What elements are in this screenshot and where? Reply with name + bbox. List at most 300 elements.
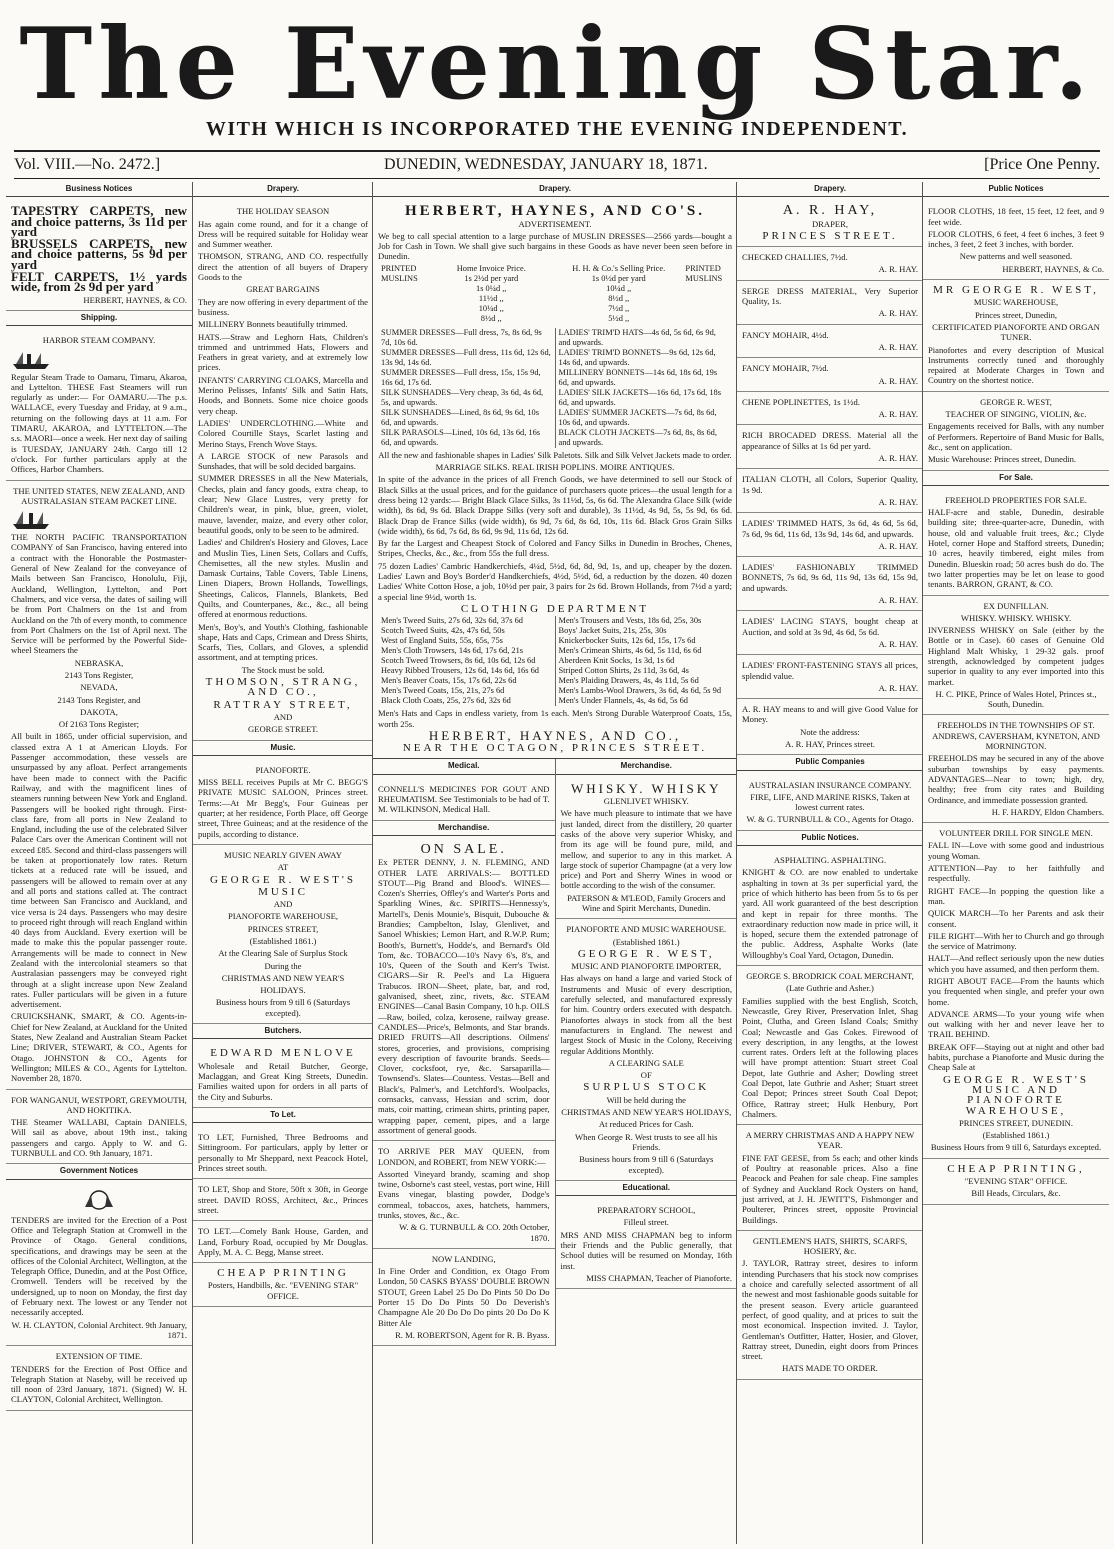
- inverness-whisky-ad: [923, 596, 1109, 716]
- ad-line: CHRISTMAS AND NEW YEAR'S HOLIDAYS,: [561, 1107, 732, 1118]
- carpets-ad: [6, 201, 192, 311]
- table-cell: 11½d ,,: [478, 293, 504, 303]
- volunteer-drill-ad: [923, 823, 1109, 1159]
- ad-line: Business hours from 9 till 6 (Saturdays excepted).: [579, 1154, 714, 1175]
- ad-text: In Fine Order and Condition, ex Otago From London, 50 CASKS BYASS' DOUBLE BROWN STOUT, Green Label 25 Do Do Pints 50 Do Do Porter 15 Do Do Pints 50 Do Deverish's Champagne Ale 20 Do Do Do pints 20 Do Do K Bitter Ale: [378, 1266, 550, 1328]
- dateline: [14, 150, 1100, 179]
- drill-item: BREAK OFF—Staying out at night and other bad habits, purchase a Pianoforte and Music during the Cheap Sale at: [928, 1041, 1104, 1073]
- ad-item: SUMMER DRESSES in all the New Materials, Checks, plain and fancy goods, extra cheap, to clear; New Glace Lustres, very pretty for Children's wear, in pink, blue, green, violet, mauve, lavender, maize, and every other color, beautiful goods, only to be seen to be admired.: [198, 473, 368, 535]
- ad-line: AT: [277, 862, 289, 873]
- ad-line: BRUSSELS CARPETS, new and choice patterns, 5s 9d per yard: [11, 236, 187, 272]
- muslin-price-table: [378, 264, 732, 324]
- table-cell: Men's Cloth Trowsers, 14s 6d, 17s 6d, 21s: [381, 646, 524, 656]
- ad-sign: HERBERT, HAYNES, AND CO.,: [428, 727, 682, 743]
- ad-line: Business Hours from 9 till 6, Saturdays excepted.: [930, 1142, 1102, 1153]
- table-cell: 7½d ,,: [608, 303, 630, 313]
- ad-title: PREPARATORY SCHOOL,: [597, 1205, 696, 1216]
- ad-title: GEORGE R. WEST,: [577, 947, 715, 960]
- table-cell: Men's Beaver Coats, 15s, 17s 6d, 22s 6d: [381, 676, 517, 686]
- ad-title: EX DUNFILLAN.: [983, 600, 1049, 611]
- section-heading: Public Companies: [737, 755, 923, 770]
- floorcloth-ad: [923, 201, 1109, 280]
- herbert-haynes-ad: [373, 201, 737, 759]
- ad-sign: W. & G. TURNBULL & CO. 20th October, 1870.: [399, 1222, 550, 1243]
- table-cell: Men's Tweed Coats, 15s, 21s, 27s 6d: [381, 686, 505, 696]
- drill-item: ATTENTION—Pay to her faithfully and respectfully.: [928, 863, 1104, 884]
- ad-text: Engagements received for Balls, with any number of Performers. Repertoire of Band Music for Balls, &c., sent on application.: [928, 421, 1104, 452]
- wanganui-ad: [6, 1090, 192, 1165]
- ad-line: At reduced Prices for Cash.: [598, 1119, 694, 1130]
- column-3-4: [372, 182, 737, 1544]
- ad-text: Ex PETER DENNY, J. N. FLEMING, AND OTHER LATE ARRIVALS:— BOTTLED STOUT—Pig Brand and Blood's. WINES—Cozen's Sherries, Offley's and Warter's Ports and Sparkling Wines, &c. SPIRITS—Hennessy's, Martell's, Denis Mounie's, Bisquit, Dubouche & Brandies; Campbelton, Islay, Glenlivet, and Sanoel Whiskies; Lemon Hart, and R.W.P. Rum; Booth's, Burnett's, Hodde's, and Bernard's Old Tom, &c. TOBACCO—10's Navy 6's, 8's, and 10's, Queen of the South and Kerr's Twist. CIGARS—Sir R. Peel's and La Higuera Trabucos. IRON—Sheet, plate, bar, and rod, galvanised, sheet, zinc, rivets, &c. STEAM ENGINES—Canal Basin Company, 10 h.p. OILS—Raw, boiled, colza, kerosene, railway grease. CANDLES—Price's, Belmonts, and Star brands. DRIED FRUITS—All descriptions. Oilmens' stores, groceries, and provisions, comprising every description of favourite brands. Seeds—Clover, cocksfoot, rye, &c. Sarsaparilla—Townsend's. Slates—Countess. Vestas—Bell and Black's, Palmer's, and Letchford's. Woolpacks, cornsacks, canvass, Hessian and scrim, door mats, coir matting, crimean shirts, printing paper, wrapping paper, cement, pipes, and a large assortment of general goods.: [378, 857, 550, 1135]
- ad-line: Business hours from 9 till 6 (Saturdays excepted).: [215, 997, 351, 1018]
- school-ad: [556, 1200, 738, 1289]
- ad-sign: A. R. HAY.: [878, 540, 918, 551]
- ad-title: EDWARD MENLOVE: [210, 1047, 356, 1060]
- ad-text: KNIGHT & CO. are now enabled to undertake asphalting in town at 3s per superficial yard, the price of which hitherto has been from 5s to 6s per yard. All work guaranteed of the best description and kept in repair for three months. The extraordinary reduction now made in price will, it is hoped, secure them the extended patronage of the public. Address, Asphalte Works (late Willoughby's Coal Yard, Octagon, Dunedin.: [742, 867, 918, 960]
- ad-address: PRINCES STREET.: [762, 229, 898, 242]
- table-cell: LADIES' TRIM'D BONNETS—9s 6d, 12s 6d, 14s 6d, and upwards.: [558, 347, 716, 367]
- ship-tonnage: Of 2163 Tons Register;: [58, 719, 140, 730]
- drill-item: RIGHT ABOUT FACE—From the haunts which you frequented when single, and prefer your own home.: [928, 976, 1104, 1007]
- ad-text: THE Steamer WALLABI, Captain DANIELS, Will sail as above, about 19th inst., taking passengers and cargo. Apply to W. and G. TURNBULL and CO. 9th January, 1871.: [11, 1117, 187, 1159]
- ad-title: AUSTRALASIAN INSURANCE COMPANY.: [748, 779, 912, 790]
- ad-sign: A. R. HAY.: [878, 638, 918, 649]
- thomson-ad: [193, 201, 373, 740]
- ad-line: At the Clearing Sale of Surplus Stock: [218, 948, 348, 959]
- columns: [6, 182, 1108, 1544]
- ad-sign: W. & G. TURNBULL & CO., Agents for Otago.: [746, 814, 914, 825]
- ad-sign: PATERSON & M'LEOD, Family Grocers and Wine and Spirit Merchants, Dunedin.: [567, 892, 726, 913]
- ad-item: They are now offering in every department of the business.: [198, 296, 368, 317]
- section-heading: Merchandise.: [373, 821, 555, 836]
- ad-text: LADIES' FRONT-FASTENING STAYS all prices, splendid value.: [742, 660, 918, 681]
- ad-line: (Established 1861.): [612, 936, 680, 947]
- ad-sign: RATTRAY STREET,: [213, 698, 353, 711]
- ad-item: HATS.—Straw and Leghorn Hats, Children's trimmed and untrimmed Hats, Flowers and Feathers in great variety, and at extremely low prices.: [198, 331, 368, 373]
- ad-text: New patterns and well seasoned.: [959, 251, 1073, 262]
- ad-text: Has always on hand a large and varied Stock of Instruments and Music of every description, carefully selected, and manufactured expressly for him. Country orders executed with despatch. Pianofortes always in stock from all the best manufacturers in England. The newest and largest Stock of Music in the Colony, Receiving regular Additions Monthly.: [560, 973, 732, 1056]
- landing-ad: [373, 1249, 555, 1346]
- ad-sign: A. R. HAY.: [878, 682, 918, 693]
- ad-title: NOW LANDING,: [431, 1253, 496, 1264]
- ad-subtitle: MUSIC WAREHOUSE,: [973, 297, 1059, 308]
- bell-ad: [193, 760, 373, 845]
- ad-text: Wholesale and Retail Butcher, George, Maclaggan, and Great King Streets, Dunedin. Families waited upon for orders in all parts of the City and Suburbs.: [198, 1060, 368, 1102]
- ship-tonnage: 2143 Tons Register, and: [57, 694, 141, 705]
- ad-title: ASPHALTING. ASPHALTING.: [773, 855, 887, 866]
- column-2: [192, 182, 373, 1544]
- ad-text: In spite of the advance in the prices of all French Goods, we have determined to sell our Stock of Black Silks at the usual prices, and for the guidance of purchasers quote prices—the usual length for a dress being 12 yards:— Bright Black Glace Silks, 3s 11½d, 5s, 6s 6d. The Alexandra Glace Silk (wide width), 8s 6d, 9s 6d. Black Drappe Silks (very soft and durable), 3s 11½d, 4s 9d, 5s, 5s 9d, 6s 6d. Black Drap de France Silks (wide width), 6s 9d, 7s 6d, 8s 6d, 10s, 11s 6d. Black Gros Grain Silks (wide width), 6s 6d, 7s 6d, 8s 6d, 9s 9d, 11s 6d, 12s 6d.: [378, 474, 732, 536]
- ad-title: MUSIC NEARLY GIVEN AWAY: [224, 849, 342, 860]
- summer-price-table: [378, 328, 732, 448]
- hay-item: [737, 392, 923, 426]
- west-warehouse-ad: [556, 919, 738, 1181]
- ad-text: Bill Heads, Circulars, &c.: [971, 1188, 1061, 1199]
- table-cell: 5½d ,,: [608, 313, 630, 323]
- ad-title: ON SALE.: [420, 841, 507, 857]
- ad-sign: A. R. HAY.: [878, 375, 918, 386]
- ship-name: NEVADA,: [80, 682, 118, 693]
- ad-address: Princes street, Dunedin,: [974, 309, 1058, 320]
- ad-title: CERTIFICATED PIANOFORTE AND ORGAN TUNER.: [932, 321, 1100, 343]
- table-cell: 10¼d ,,: [606, 283, 632, 293]
- ad-text: FLOOR CLOTHS, 18 feet, 15 feet, 12 feet, and 9 feet wide.: [928, 206, 1104, 227]
- table-cell: Boys' Jacket Suits, 21s, 25s, 30s: [558, 626, 667, 636]
- ad-line: FELT CARPETS, 1½ yards wide, from 2s 9d per yard: [11, 269, 187, 295]
- ad-text: LADIES' LACING STAYS, bought cheap at Auction, and sold at 3s 9d, 4s 6d, 5s 6d.: [742, 616, 918, 637]
- table-cell: LADIES' SILK JACKETS—16s 6d, 17s 6d, 18s 6d, and upwards.: [558, 387, 722, 407]
- ad-text: J. TAYLOR, Rattray street, desires to inform intending Purchasers that his stock now comprises a choice and carefully selected assortment of all the newest and most fashionable goods suitable for the present season. Every article guaranteed perfect, of good quality, and at prices to suit the most economical. Inspection invited. J. Taylor, Gentleman's Outfitter, Hatter, Hosier, and Glover, Rattray street, Dunedin, eight doors from Princes street.: [742, 1258, 918, 1362]
- ad-sign: MISS CHAPMAN, Teacher of Pianoforte.: [586, 1272, 732, 1283]
- menlove-ad: [193, 1043, 373, 1107]
- table-header: H. H. & Co.'s Selling Price.: [572, 263, 666, 273]
- ad-sign: A. R. HAY.: [878, 453, 918, 464]
- ad-title: EXTENSION OF TIME.: [55, 1351, 143, 1362]
- ad-title: FREEHOLDS IN THE TOWNSHIPS OF ST. ANDREWS, CAVERSHAM, KYNETON, AND MORNINGTON.: [932, 720, 1100, 752]
- ad-sign: HERBERT, HAYNES, & CO.: [83, 294, 187, 305]
- table-cell: Men's Plaiding Drawers, 4s, 4s 11d, 5s 6d: [558, 676, 699, 686]
- ad-sign: A. R. HAY.: [878, 308, 918, 319]
- table-cell: Men's Crimean Shirts, 4s 6d, 5s 11d, 6s 6d: [558, 646, 702, 656]
- ad-line: Will be held during the: [606, 1094, 686, 1105]
- ad-text: Posters, Handbills, &c. "EVENING STAR" OFFICE.: [207, 1280, 359, 1301]
- ad-text: CHENE POPLINETTES, 1s 1½d.: [742, 396, 860, 407]
- ad-address: PRINCES STREET, DUNEDIN.: [959, 1117, 1073, 1128]
- table-cell: Men's Lambs-Wool Drawers, 3s 6d, 4s 6d, 5s 9d: [558, 686, 722, 696]
- ad-line: (Established 1861.): [249, 936, 317, 946]
- printing-ad: [193, 1263, 373, 1307]
- section-heading: Educational.: [556, 1181, 738, 1196]
- table-cell: West of England Suits, 55s, 65s, 75s: [381, 636, 503, 646]
- hay-item: [737, 557, 923, 611]
- ad-item: The Stock must be sold.: [241, 664, 325, 675]
- ad-text: Families supplied with the best English, Scotch, Newcastle, Grey River, Preservation Inlet, Shag Point, Clutha, and Green Island Coals; Smithy Coal; Newcastle and Gas Cokes. Firewood of every description, in any lengths, at the lowest current rates. Orders left at the following places will have prompt attention: Stuart street Coal Depot, late Guthrie and Asher; Dowling street Coal Depot, late Guthrie and Asher; Stuart street Coal Depot; Princes street South Coal Depot; Office, Rattray street; Hulk Henbury, Port Chalmers.: [742, 995, 918, 1119]
- ad-text: FLOOR CLOTHS, 6 feet, 4 feet 6 inches, 3 feet 9 inches, 3 feet, 2 feet 3 inches, with border.: [928, 228, 1104, 250]
- table-cell: SILK SUNSHADES—Lined, 8s 6d, 9s 6d, 10s 6d, and upwards.: [381, 407, 539, 427]
- ad-text: INVERNESS WHISKY on Sale (either by the Bottle or in Case). 60 cases of Genuine Old Highland Malt Whisky, 1 29-32 gals. proof strength, acknowledged by competent judges superior in quality to any ever imported into this market.: [928, 625, 1104, 687]
- ad-line: GEORGE R. WEST'S: [209, 873, 357, 886]
- table-cell: 8½d ,,: [480, 313, 502, 323]
- section-heading: Drapery.: [737, 182, 923, 197]
- ad-sign: H. C. PIKE, Prince of Wales Hotel, Princes st., South, Dunedin.: [935, 688, 1097, 710]
- ad-text: MRS AND MISS CHAPMAN beg to inform their Friends and the Public generally, that School duties will be resumed on Monday, 16th inst.: [560, 1229, 732, 1271]
- section-heading: Drapery.: [193, 182, 373, 197]
- brodrick-ad: [737, 966, 923, 1125]
- table-cell: Aberdeen Knit Socks, 1s 3d, 1s 6d: [558, 656, 675, 666]
- ad-line: HATS MADE TO ORDER.: [782, 1363, 878, 1374]
- ad-title: HARBOR STEAM COMPANY.: [42, 335, 156, 346]
- on-sale-ad: [373, 840, 555, 1141]
- ad-item: Men's, Boy's, and Youth's Clothing, fashionable shape, Hats and Caps, Crimean and Dress Shirts, Scarfs, Ties, Collars, and Gloves, a splendid assortment, and at tempting prices.: [198, 621, 368, 663]
- ad-title: FREEHOLD PROPERTIES FOR SALE.: [945, 494, 1087, 505]
- table-cell: 1s 0½d per yard: [591, 273, 646, 283]
- ad-item: LADIES' UNDERCLOTHING.—White and Colored Courtille Stays, Scarlet lasting and Merino Stays, French Wove Stays.: [198, 417, 368, 449]
- ad-text: MISS BELL receives Pupils at Mr C. BEGG'S PRIVATE MUSIC SALOON, Princes street. Terms:—At Mr Begg's, Four Guineas per quarter; at her residence, Forth Place, off George street, Three Guineas; and at the residence of the pupils, according to distance.: [198, 777, 368, 839]
- ad-line: When George R. West trusts to see all his Friends.: [575, 1131, 718, 1152]
- drill-item: FALL IN—Love with some good and industrious young Woman.: [928, 840, 1104, 861]
- ad-sign: R. M. ROBERTSON, Agent for R. B. Byass.: [395, 1329, 550, 1340]
- section-heading: To Let.: [193, 1108, 373, 1123]
- ad-title: MARRIAGE SILKS. REAL IRISH POPLINS. MOIRE ANTIQUES.: [435, 462, 675, 473]
- west-tuner-ad: [923, 280, 1109, 392]
- ad-text: TO LET, Furnished, Three Bedrooms and Sittingroom. For particulars, apply by letter or personally to Mr Sheppard, next Peacock Hotel, Princes street south.: [198, 1132, 368, 1174]
- ad-title: PIANOFORTE.: [255, 764, 311, 775]
- ad-text: SERGE DRESS MATERIAL, Very Superior Quality, 1s.: [742, 285, 918, 307]
- steamer-icon: [11, 348, 51, 370]
- tenders-ad: [6, 1184, 192, 1347]
- ad-subtitle: "EVENING STAR" OFFICE.: [964, 1176, 1068, 1187]
- drill-item: RIGHT FACE—In popping the question like a man.: [928, 885, 1104, 906]
- ad-text: TENDERS for the Erection of Post Office and Telegraph Station at Naseby, will be received up till noon of 23rd January, 1871. (Signed) W. H. CLAYTON, Colonial Architect, Wellington.: [11, 1363, 187, 1405]
- table-cell: Heavy Ribbed Trousers, 12s 6d, 14s 6d, 16s 6d: [381, 666, 539, 676]
- hay-item: [737, 247, 923, 281]
- ad-text: THOMSON, STRANG, AND CO. respectfully direct the attention of all buyers of Drapery Goods to the: [198, 251, 368, 283]
- ad-agents: CRUICKSHANK, SMART, & CO. Agents-in-Chief for New Zealand, at Auckland for the United States, New Zealand and Australian Steam Packet Line; DRIVER, STEWART, & CO., Agents for Otago. JOHNSTON & CO., Agents for Wellington; MILES & CO., Agents for Lyttelton. November 28, 1870.: [11, 1011, 187, 1084]
- ad-text: ITALIAN CLOTH, all Colors, Superior Quality, 1s 9d.: [742, 474, 918, 495]
- section-heading: Business Notices: [6, 182, 192, 197]
- ad-text: By far the Largest and Cheapest Stock of Colored and Fancy Silks in Dunedin in Broches, Chenes, Stripes, Checks, &c., &c., from 55s the full dress.: [378, 538, 732, 559]
- column-5: [736, 182, 923, 1544]
- table-cell: Men's Under Flannels, 4s, 4s 6d, 5s 6d: [558, 696, 688, 706]
- ad-sign: A. R. HAY.: [878, 496, 918, 507]
- section-heading: Drapery.: [373, 182, 737, 197]
- ad-title: FOR WANGANUI, WESTPORT, GREYMOUTH, AND HOKITIKA.: [11, 1094, 187, 1115]
- ad-title: GENTLEMEN'S HATS, SHIRTS, SCARFS, HOSIERY, &c.: [752, 1235, 908, 1257]
- ad-title: A MERRY CHRISTMAS AND A HAPPY NEW YEAR.: [745, 1130, 915, 1151]
- ad-subtitle: TEACHER OF SINGING, VIOLIN, &c.: [945, 409, 1087, 420]
- tolet-ad: [193, 1179, 373, 1221]
- ad-line: CHRISTMAS AND NEW YEAR'S: [221, 972, 345, 983]
- ad-text: Has again come round, and for it a change of Dress will be required suitable for Holiday wear and Summer weather.: [198, 218, 368, 250]
- royal-arms-icon: [79, 1187, 119, 1213]
- table-cell: Men's Tweed Suits, 27s 6d, 32s 6d, 37s 6d: [381, 616, 523, 626]
- section-heading: Butchers.: [193, 1024, 373, 1039]
- ad-line: During the: [264, 960, 302, 971]
- hay-item: [737, 611, 923, 655]
- hay-item: [737, 655, 923, 699]
- ad-line: PRINCES STREET,: [247, 923, 319, 934]
- ad-text: CHECKED CHALLIES, 7½d.: [742, 252, 848, 263]
- ad-text: TENDERS are invited for the Erection of a Post Office and Telegraph Station at Cromwell in the Province of Otago. General conditions, specifications, and drawings may be seen at the offices of the Colonial Architect, Wellington, at the Telegraph Office, Dunedin, and at the Post Office, Cromwell. Tenders will be received by the undersigned, up to noon on Monday, the first day of February next. The lowest or any Tender not necessarily accepted.: [11, 1214, 187, 1318]
- ad-title: GEORGE S. BRODRICK COAL MERCHANT,: [746, 971, 914, 982]
- table-cell: 8½d ,,: [608, 293, 630, 303]
- tolet-ad: [193, 1127, 373, 1179]
- ad-line: HOLIDAYS.: [260, 985, 306, 996]
- table-cell: 1s 2½d per yard: [464, 273, 519, 283]
- hay-value-ad: [737, 699, 923, 755]
- ad-title: THE HOLIDAY SEASON: [236, 206, 330, 217]
- table-cell: SILK SUNSHADES—Very cheap, 3s 6d, 4s 6d, 5s, and upwards.: [381, 387, 544, 407]
- ad-text: FINE FAT GEESE, from 5s each; and other kinds of Poultry at reasonable prices. Also a fine Peacock and Peahen for sale cheap. Fine samples of Sydney and Auckland Rock Oysters on hand, just arrived, at J. H. JEWITT'S, Fishmonger and Poulterer, Princes street, opposite Provincial Buildings.: [742, 1152, 918, 1225]
- section-heading: Medical.: [373, 759, 555, 774]
- table-cell: Scotch Tweed Suits, 42s, 47s 6d, 50s: [381, 626, 505, 636]
- hay-item: [737, 469, 923, 513]
- freeholds-townships-ad: [923, 715, 1109, 823]
- table-cell: LADIES' TRIM'D HATS—4s 6d, 5s 6d, 6s 9d, and upwards.: [558, 327, 716, 347]
- table-cell: MILLINERY BONNETS—14s 6d, 18s 6d, 19s 6d, and upwards.: [558, 367, 718, 387]
- table-cell: 10¼d ,,: [478, 303, 504, 313]
- ad-text: TO LET, Shop and Store, 50ft x 30ft, in George street. DAVID ROSS, Architect, &c., Princes street.: [198, 1184, 368, 1215]
- side-label: PRINTED MUSLINS: [685, 263, 723, 283]
- table-header: Home Invoice Price.: [456, 263, 526, 273]
- ad-text: CONNELL'S MEDICINES FOR GOUT AND RHEUMATISM. See Testimonials to be had of T. M. WILKINSON, Medical Hall.: [378, 783, 550, 815]
- ad-title: TO ARRIVE PER MAY QUEEN, from LONDON, and ROBERT, from NEW YORK:—: [378, 1146, 550, 1167]
- connell-ad: [373, 779, 555, 821]
- ad-item: A LARGE STOCK of new Parasols and Sunshades, that will be sold decided bargains.: [198, 450, 368, 472]
- ad-title: HERBERT, HAYNES, AND CO'S.: [404, 203, 706, 220]
- christmas-ad: [737, 1125, 923, 1231]
- ad-text: Assorted Vineyard brandy, scaming and shop twine, Osborne's cast steel, vestas, port wine, Hill Evans vinegar, blasting powder, Dodge's cornmeal, tobaccos, axes, hatchets, hammers, trunks, stoves, &c., &c.: [378, 1168, 550, 1220]
- ad-text: FANCY MOHAIR, 4½d.: [742, 329, 829, 340]
- ad-text: FANCY MOHAIR, 7½d.: [742, 363, 829, 374]
- table-cell: SILK PARASOLS—Lined, 10s 6d, 13s 6d, 16s 6d, and upwards.: [381, 427, 541, 447]
- ad-line: MUSIC: [258, 885, 308, 898]
- hay-item: [737, 425, 923, 469]
- ad-text: We beg to call special attention to a large purchase of MUSLIN DRESSES—2566 yards—bought a Job for Cash in Town. We shall give such bargains in these Goods as have never been seen before in Dunedin.: [378, 230, 732, 262]
- ad-subtitle: Filleul street.: [623, 1217, 669, 1228]
- ad-line: AND: [273, 899, 293, 910]
- steamer-icon: [11, 508, 51, 530]
- ad-text: Men's Hats and Caps in endless variety, from 1s each. Men's Strong Durable Waterproof Coats, 15s, worth 25s.: [378, 708, 732, 729]
- section-heading: Music.: [193, 741, 373, 756]
- table-cell: SUMMER DRESSES—Full dress, 15s, 15s 9d, 16s 6d, 17s 6d.: [381, 367, 541, 387]
- ad-text: LADIES' FASHIONABLY TRIMMED BONNETS, 7s 6d, 9s 6d, 11s 9d, 13s 6d, 15s 9d, and upwards.: [742, 562, 918, 593]
- place-date: DUNEDIN, WEDNESDAY, JANUARY 18, 1871.: [384, 156, 708, 173]
- ad-line: PIANOFORTE WAREHOUSE,: [227, 911, 339, 922]
- ad-text: We have much pleasure to intimate that we have just landed, direct from the distillery, 20 quarter casks of the above very superior Whisky, and from its age will be found pure, mild, and mellow, and superior to any in this market. A large stock of superior Champagne (at a very low price) and Port and Sherry Wines in wood or bottle according to the wish of the consumer.: [560, 808, 732, 891]
- column-1: [6, 182, 192, 1544]
- ad-sign: A. R. HAY.: [878, 595, 918, 606]
- ad-title: GEORGE R. WEST'S MUSIC AND PIANOFORTE WAREHOUSE,: [942, 1073, 1090, 1117]
- ad-text: A. R. HAY means to and will give Good Value for Money.: [742, 704, 918, 725]
- ad-sign: A. R. HAY.: [878, 264, 918, 275]
- whisky-ad: [556, 779, 738, 920]
- section-heading: Shipping.: [6, 311, 192, 326]
- west-teacher-ad: [923, 392, 1109, 471]
- ad-text: RICH BROCADED DRESS. Material all the appearance of Silks at 1s 6d per yard.: [742, 430, 918, 451]
- ad-text: Note the address:: [800, 726, 860, 737]
- asphalting-ad: [737, 850, 923, 966]
- drill-item: QUICK MARCH—To her Parents and ask their consent.: [928, 908, 1104, 929]
- ad-title: WHISKY. WHISKY: [570, 780, 722, 796]
- tolet-ad: [193, 1221, 373, 1263]
- ad-title: A. R. HAY,: [782, 203, 878, 219]
- ad-text: THE NORTH PACIFIC TRANSPORTATION COMPANY of San Francisco, having entered into a contract with the Honorable the Postmaster-General of New Zealand for the conveyance of Mails between San Francisco, Honolulu, Fiji, Auckland, Wellington, Lyttelton, and Port Chalmers, and vice versa, the dates of sailing will be from Port Chalmers on the 1st and from Auckland on the 7th of every month, to commence from Port Chalmers on the 1st of April next. The Service will be performed by the Powerful Side-wheel Steamers the: [11, 532, 187, 656]
- ad-line: OF: [640, 1070, 652, 1081]
- taylor-ad: [737, 1231, 923, 1380]
- clothing-price-table: [378, 616, 732, 706]
- ad-line: A CLEARING SALE: [608, 1057, 684, 1068]
- section-heading: Public Notices.: [737, 831, 923, 846]
- newspaper-title: The Evening Star.: [19, 7, 1095, 122]
- ad-sign: HERBERT, HAYNES, & Co.: [1002, 263, 1104, 274]
- column-4-lower: [555, 759, 738, 1346]
- volume-number: Vol. VIII.—No. 2472.]: [14, 156, 161, 173]
- newspaper-subtitle: WITH WHICH IS INCORPORATED THE EVENING INDEPENDENT.: [205, 118, 909, 140]
- ad-sign: GEORGE STREET.: [247, 724, 319, 735]
- ad-line: (Established 1861.): [982, 1130, 1050, 1141]
- ad-title: GREAT BARGAINS: [246, 284, 320, 295]
- ad-line: SURPLUS STOCK: [583, 1081, 710, 1094]
- column-3-lower: [373, 759, 555, 1346]
- ad-sign: AND: [273, 711, 293, 722]
- ad-sign: W. H. CLAYTON, Colonial Architect. 9th January, 1871.: [11, 1319, 187, 1340]
- section-heading: Government Notices: [6, 1164, 192, 1179]
- ad-sign: H. F. HARDY, Eldon Chambers.: [991, 806, 1104, 817]
- section-heading: Merchandise.: [556, 759, 738, 774]
- section-heading: Public Notices: [923, 182, 1109, 197]
- drill-item: HALT—And reflect seriously upon the new duties which you have assumed, and then perform them.: [928, 953, 1104, 974]
- ad-title: CHEAP PRINTING: [217, 1267, 349, 1280]
- ad-title: GEORGE R. WEST,: [980, 396, 1052, 407]
- ad-address: Music Warehouse: Princes street, Dunedin.: [928, 454, 1077, 465]
- table-cell: SUMMER DRESSES—Full dress, 7s, 8s 6d, 9s 7d, 10s 6d.: [381, 327, 542, 347]
- ad-title: PIANOFORTE AND MUSIC WAREHOUSE.: [566, 924, 727, 935]
- ad-text: 75 dozen Ladies' Cambric Handkerchiefs, 4¼d, 5½d, 6d, 8d, 9d, 1s, and up, cheaper by the dozen. Ladies' Lawn and Boy's Border'd Handkerchiefs, 4½d, 5½d, 6d, a reduction by the dozen. 40 dozen Ladies' White Cotton Hose, a job, 10½d per pair, 3 pairs for 2s 6d. Brown Hollands, from 7½d a yard; a special line 9½d, worth 1s.: [378, 560, 732, 602]
- table-cell: 1s 0¼d ,,: [476, 283, 507, 293]
- hay-ad: [737, 201, 923, 247]
- drill-item: ADVANCE ARMS—To your young wife when out walking with her and never leave her to TRAIL BEHIND.: [928, 1008, 1104, 1040]
- table-cell: BLACK CLOTH JACKETS—7s 6d, 8s, 8s 6d, and upwards.: [558, 427, 717, 447]
- ad-text: HALF-acre and stable, Dunedin, desirable building site; three-quarter-acre, Dunedin, with house, old and valuable fruit trees, &c.; Clyde Hotel, corner Hope and Stafford streets, Dunedin; 10 acres, heavily timbered, eight miles from Dunedin. Blueskin road; 50 acres bush do do. The two latter properties may be let on lease to good tenants. BARRON, GRANT, & CO.: [928, 507, 1104, 590]
- ad-item: Ladies' and Children's Hosiery and Gloves, Lace and Muslin Ties, Linen Sets, Collars and Cuffs, Chemisettes, all the new styles. Muslin and Damask Curtains, Table Covers, Table Linens, Linen Diapers, Brown Hollands, Towellings, Sheetings, Calicos, Flannels, Blankets, Bed Quilts, and Counterpanes, &c., &c., all being offered at enormous reductions.: [198, 537, 368, 620]
- printing-ad: [923, 1159, 1109, 1205]
- ad-title: VOLUNTEER DRILL FOR SINGLE MEN.: [939, 828, 1093, 839]
- hay-item: [737, 281, 923, 325]
- freehold-ad: [923, 490, 1109, 596]
- ship-tonnage: 2143 Tons Register,: [64, 669, 134, 680]
- ad-sign: THOMSON, STRANG, AND CO.,: [205, 676, 361, 699]
- arrive-ad: [373, 1141, 555, 1249]
- section-heading: For Sale.: [923, 471, 1109, 486]
- ad-address: NEAR THE OCTAGON, PRINCES STREET.: [402, 742, 708, 755]
- ship-name: NEBRASKA,: [74, 657, 124, 668]
- table-cell: LADIES' SUMMER JACKETS—7s 6d, 8s 6d, 10s 6d, and upwards.: [558, 407, 717, 427]
- ad-text: FREEHOLDS may be secured in any of the above suburban townships by easy payments. ADVANTAGES—Near to town; high, dry, healthy; free from city rates and Building Ordinance, and immediate possession granted.: [928, 753, 1104, 805]
- side-label: PRINTED MUSLINS: [381, 263, 418, 283]
- drill-item: FILE RIGHT—With her to Church and go through the service of Matrimony.: [928, 930, 1104, 952]
- ad-text: All built in 1865, under official supervision, and classed extra A 1 at American Lloyds. For Passenger accommodation, these vessels are unsurpassed by any afloat. Perfect arrangements have been made to connect with the Pacific Railway, and with the magnificent lines of steamers running between New York and England. Passengers will be booked right through. First-class fare, from all ports in New Zealand to England, including the use of the celebrated Silver Palace Cars over the American Continent will not exceed £85. Second and third-class passengers will be taken at proportionately low rates. Return tickets at a reduced rate will be issued, and passengers will be allowed to remain over at any and all ports and stations called at. The contract time between San Francisco and Auckland, and vice versa is 24 days. Passengers who may desire to proceed right through will reach England within 40 days from Auckland. Every exertion will be made to make this the popular passenger route. Arrangements will be made to connect in New Zealand with the intercolonial steamers so that Australasian passengers may be conveyed right through at a slight increase upon New Zealand rates. Fuller particulars will be given in a future advertisement.: [11, 731, 187, 1010]
- masthead: [0, 0, 1114, 170]
- harbor-ad: [6, 330, 192, 480]
- table-cell: Knickerbocker Suits, 12s 6d, 15s, 17s 6d: [558, 636, 696, 646]
- ad-title: CHEAP PRINTING,: [947, 1162, 1085, 1175]
- medical-merchandise-split: [373, 759, 737, 1346]
- ad-address: A. R. HAY, Princes street.: [785, 738, 875, 749]
- table-cell: Black Cloth Coats, 25s, 27s 6d, 32s 6d: [381, 696, 511, 706]
- ad-subtitle: MUSIC AND PIANOFORTE IMPORTER,: [571, 961, 722, 972]
- extension-ad: [6, 1346, 192, 1410]
- ad-subtitle: (Late Guthrie and Asher.): [786, 983, 874, 994]
- table-cell: Scotch Tweed Trowsers, 8s 6d, 10s 6d, 12s 6d: [381, 656, 536, 666]
- ad-subtitle: ADVERTISEMENT.: [518, 218, 592, 229]
- us-steam-ad: [6, 481, 192, 1090]
- price: [Price One Penny.: [984, 156, 1100, 173]
- hay-item: [737, 358, 923, 392]
- table-cell: Striped Cotton Shirts, 2s 11d, 3s 6d, 4s: [558, 666, 689, 676]
- ad-sign: A. R. HAY.: [878, 341, 918, 352]
- ad-sign: A. R. HAY.: [878, 409, 918, 420]
- west-music-ad: [193, 845, 373, 1024]
- ad-text: LADIES' TRIMMED HATS, 3s 6d, 4s 6d, 5s 6d, 7s 6d, 9s 6d, 11s 6d, 13s 9d, 14s 6d, and upwards.: [742, 518, 918, 539]
- ad-text: Pianofortes and every description of Musical Instruments correctly tuned and thoroughly repaired at Moderate Charges in Town and Country on the shortest notice.: [928, 344, 1104, 386]
- ad-title: MR GEORGE R. WEST,: [933, 284, 1099, 297]
- insurance-ad: [737, 775, 923, 831]
- ad-subtitle: GLENLIVET WHISKY.: [603, 796, 689, 807]
- ad-text: FIRE, LIFE, AND MARINE RISKS, Taken at lowest current rates.: [750, 791, 910, 813]
- ship-name: DAKOTA,: [80, 706, 118, 717]
